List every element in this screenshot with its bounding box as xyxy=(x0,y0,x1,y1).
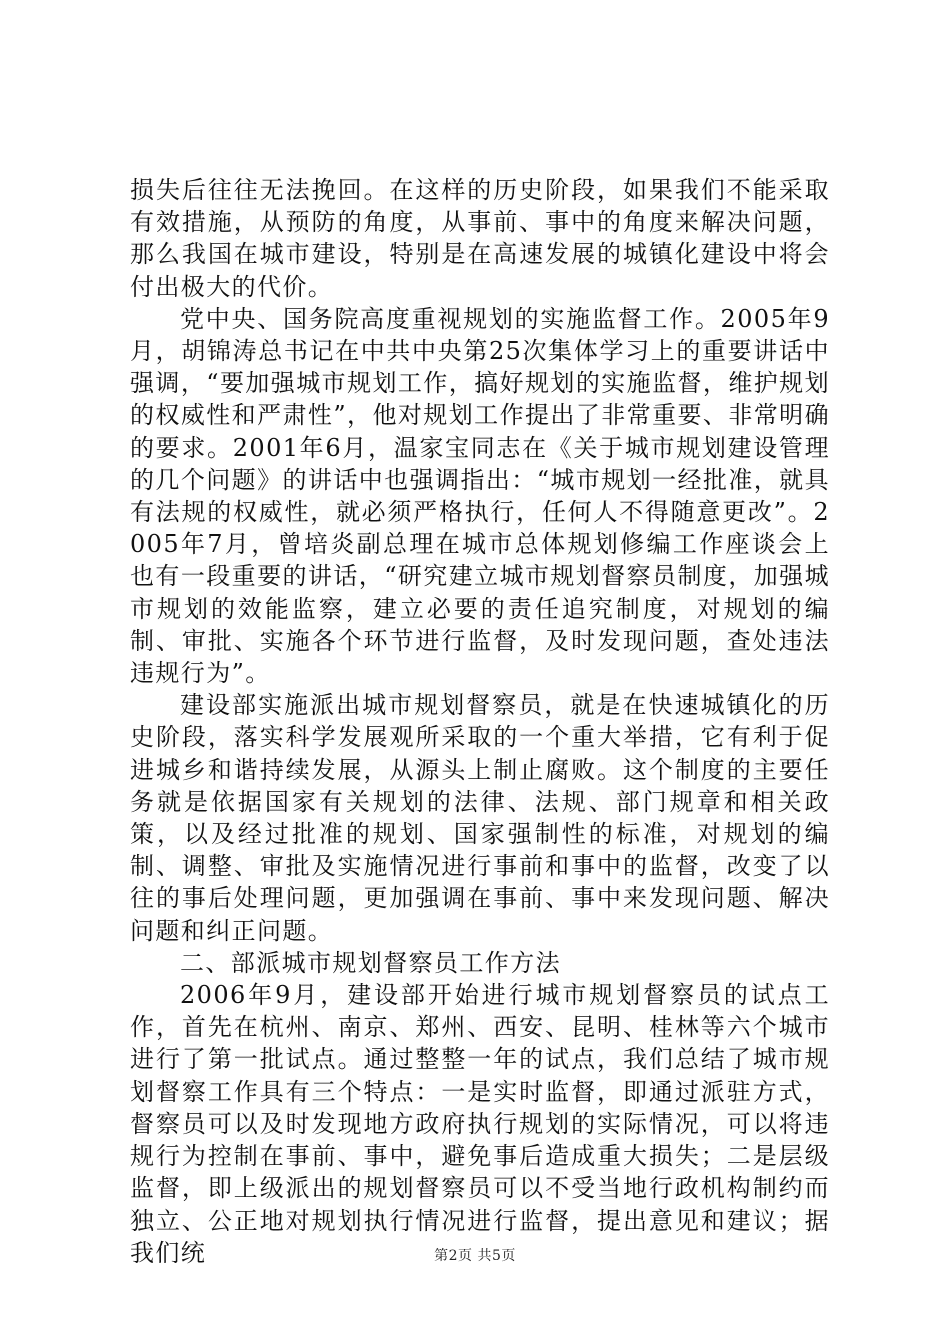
paragraph-inspector-system: 建设部实施派出城市规划督察员，就是在快速城镇化的历史阶段，落实科学发展观所采取的一个重大举措，它有利于促进城乡和谐持续发展，从源头上制止腐败。这个制度的主要任务就是依据国家有关规划的法律、法规、部门规章和相关政策，以及经过批准的规划、国家强制性的标准，对规划的编制、调整、审批及实施情况进行事前和事中的监督，改变了以往的事后处理问题，更加强调在事前、事中来发现问题、解决问题和纠正问题。 xyxy=(130,691,830,945)
paragraph-pilot-work: 2006年9月，建设部开始进行城市规划督察员的试点工作，首先在杭州、南京、郑州、西安、昆明、桂林等六个城市进行了第一批试点。通过整整一年的试点，我们总结了城市规划督察工作具有三个特点：一是实时监督，即通过派驻方式，督察员可以及时发现地方政府执行规划的实际情况，可以将违规行为控制在事前、事中，避免事后造成重大损失；二是层级监督，即上级派出的规划督察员可以不受当地行政机构制约而独立、公正地对规划执行情况进行监督，提出意见和建议；据我们统 xyxy=(130,981,830,1267)
paragraph-continuation: 损失后往往无法挽回。在这样的历史阶段，如果我们不能采取有效措施，从预防的角度，从事前、事中的角度来解决问题，那么我国在城市建设，特别是在高速发展的城镇化建设中将会付出极大的代价。 xyxy=(130,176,830,301)
page-number-footer: 第2页 共5页 xyxy=(434,1248,516,1264)
section-heading: 二、部派城市规划督察员工作方法 xyxy=(180,948,561,977)
paragraph-central-committee: 党中央、国务院高度重视规划的实施监督工作。2005年9月，胡锦涛总书记在中共中央第25次集体学习上的重要讲话中强调，“要加强城市规划工作，搞好规划的实施监督，维护规划的权威性和严肃性”，他对规划工作提出了非常重要、非常明确的要求。2001年6月，温家宝同志在《关于城市规划建设管理的几个问题》的讲话中也强调指出：“城市规划一经批准，就具有法规的权威性，就必须严格执行，任何人不得随意更改”。2005年7月，曾培炎副总理在城市总体规划修编工作座谈会上也有一段重要的讲话，“研究建立城市规划督察员制度，加强城市规划的效能监察，建立必要的责任追究制度，对规划的编制、审批、实施各个环节进行监督，及时发现问题，查处违法违规行为”。 xyxy=(130,304,830,688)
document-body xyxy=(130,174,830,1269)
